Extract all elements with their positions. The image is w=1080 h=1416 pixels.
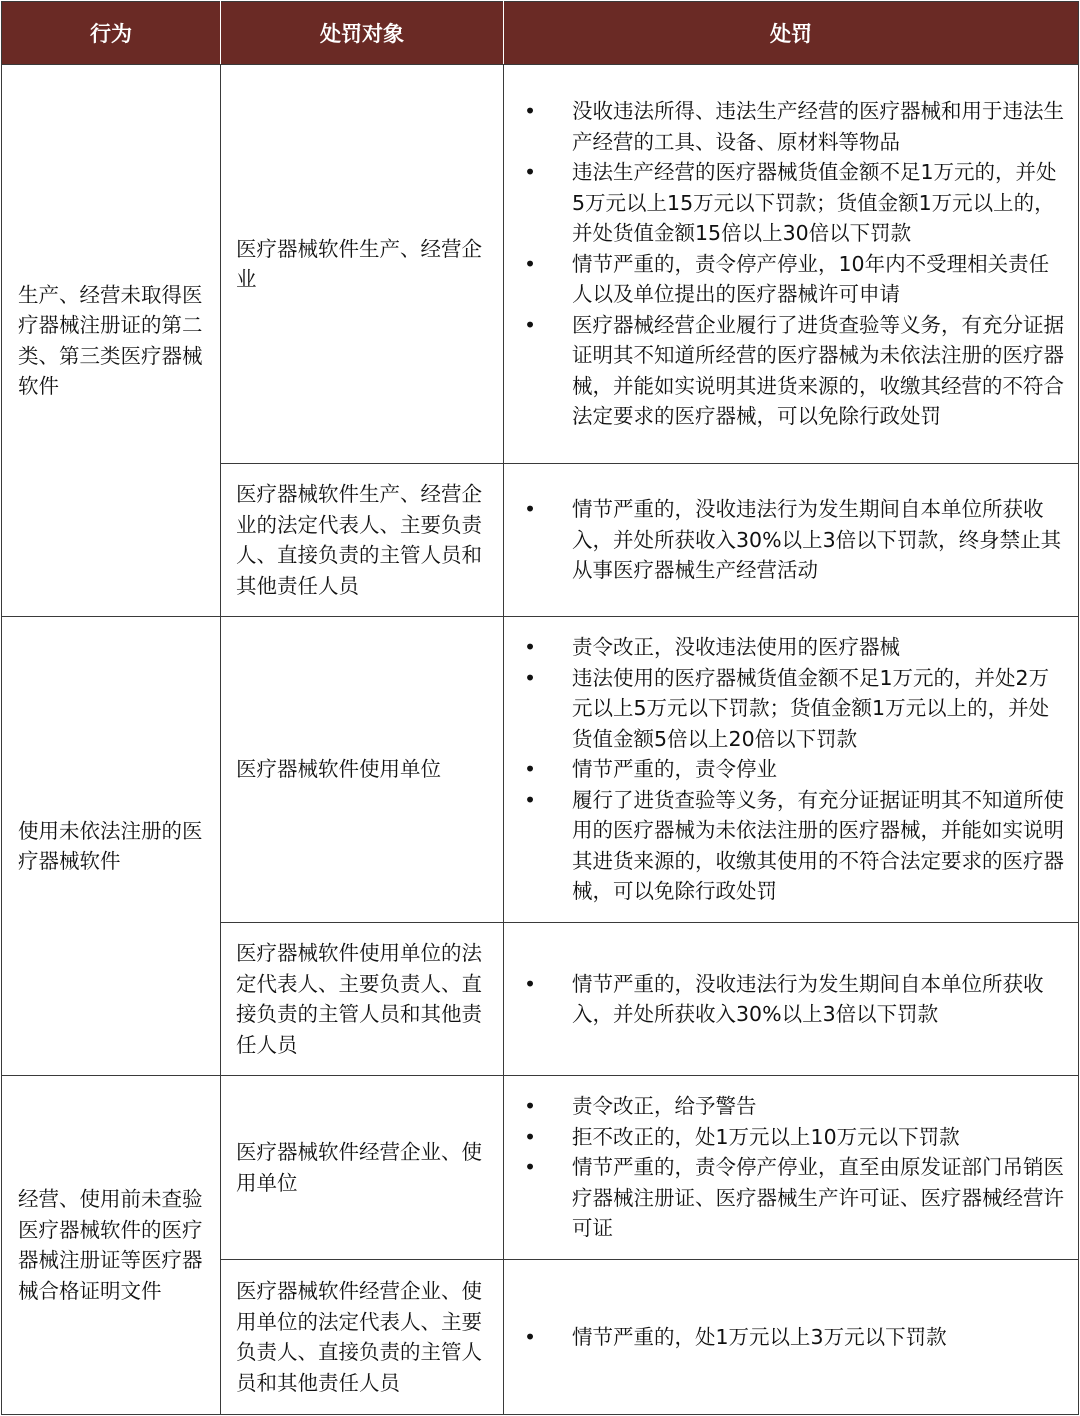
table-row: [2, 617, 1079, 923]
table-body: [2, 65, 1079, 1415]
header-penalty: 处罚: [504, 2, 1079, 65]
target-cell: 医疗器械软件使用单位: [221, 617, 504, 923]
penalty-cell: [504, 617, 1079, 923]
penalty-list: [520, 1091, 1068, 1244]
penalty-item: • 情节严重的，处1万元以上3万元以下罚款: [520, 1322, 1068, 1353]
behavior-cell: 使用未依法注册的医疗器械软件: [2, 617, 221, 1076]
header-behavior: 行为: [2, 2, 221, 65]
penalty-item: • 情节严重的，责令停产停业，10年内不受理相关责任人以及单位提出的医疗器械许可申请: [520, 249, 1068, 310]
penalty-list: [520, 494, 1068, 586]
penalty-item: • 情节严重的，没收违法行为发生期间自本单位所获收入，并处所获收入30%以上3倍以下罚款: [520, 969, 1068, 1030]
penalty-item: • 拒不改正的，处1万元以上10万元以下罚款: [520, 1122, 1068, 1153]
header-row: [2, 2, 1079, 65]
table-row: [2, 65, 1079, 464]
table-header: [2, 2, 1079, 65]
target-cell: 医疗器械软件经营企业、使用单位: [221, 1076, 504, 1260]
behavior-cell: 生产、经营未取得医疗器械注册证的第二类、第三类医疗器械软件: [2, 65, 221, 617]
penalty-item: • 情节严重的，责令停产停业，直至由原发证部门吊销医疗器械注册证、医疗器械生产许可证、医疗器械经营许可证: [520, 1152, 1068, 1244]
penalty-cell: [504, 1260, 1079, 1415]
penalty-list: [520, 96, 1068, 432]
target-cell: 医疗器械软件生产、经营企业: [221, 65, 504, 464]
penalty-cell: [504, 65, 1079, 464]
penalty-cell: [504, 923, 1079, 1076]
penalty-table: [1, 1, 1079, 1415]
target-cell: 医疗器械软件使用单位的法定代表人、主要负责人、直接负责的主管人员和其他责任人员: [221, 923, 504, 1076]
penalty-item: • 医疗器械经营企业履行了进货查验等义务，有充分证据证明其不知道所经营的医疗器械为未依法注册的医疗器械，并能如实说明其进货来源的，收缴其经营的不符合法定要求的医疗器械，可以免除行政处罚: [520, 310, 1068, 432]
penalty-item: • 履行了进货查验等义务，有充分证据证明其不知道所使用的医疗器械为未依法注册的医疗器械，并能如实说明其进货来源的，收缴其使用的不符合法定要求的医疗器械，可以免除行政处罚: [520, 785, 1068, 907]
penalty-item: • 没收违法所得、违法生产经营的医疗器械和用于违法生产经营的工具、设备、原材料等物品: [520, 96, 1068, 157]
penalty-cell: [504, 464, 1079, 617]
penalty-item: • 情节严重的，没收违法行为发生期间自本单位所获收入，并处所获收入30%以上3倍以下罚款，终身禁止其从事医疗器械生产经营活动: [520, 494, 1068, 586]
target-cell: 医疗器械软件生产、经营企业的法定代表人、主要负责人、直接负责的主管人员和其他责任人员: [221, 464, 504, 617]
penalty-cell: [504, 1076, 1079, 1260]
penalty-item: • 违法生产经营的医疗器械货值金额不足1万元的，并处5万元以上15万元以下罚款；货值金额1万元以上的，并处货值金额15倍以上30倍以下罚款: [520, 157, 1068, 249]
target-cell: 医疗器械软件经营企业、使用单位的法定代表人、主要负责人、直接负责的主管人员和其他责任人员: [221, 1260, 504, 1415]
penalty-item: • 责令改正，给予警告: [520, 1091, 1068, 1122]
penalty-list: [520, 969, 1068, 1030]
behavior-cell: 经营、使用前未查验医疗器械软件的医疗器械注册证等医疗器械合格证明文件: [2, 1076, 221, 1415]
penalty-item: • 情节严重的，责令停业: [520, 754, 1068, 785]
penalty-list: [520, 632, 1068, 907]
penalty-item: • 责令改正，没收违法使用的医疗器械: [520, 632, 1068, 663]
penalty-list: [520, 1322, 1068, 1353]
header-target: 处罚对象: [221, 2, 504, 65]
table-row: [2, 1076, 1079, 1260]
penalty-item: • 违法使用的医疗器械货值金额不足1万元的，并处2万元以上5万元以下罚款；货值金额1万元以上的，并处货值金额5倍以上20倍以下罚款: [520, 663, 1068, 755]
